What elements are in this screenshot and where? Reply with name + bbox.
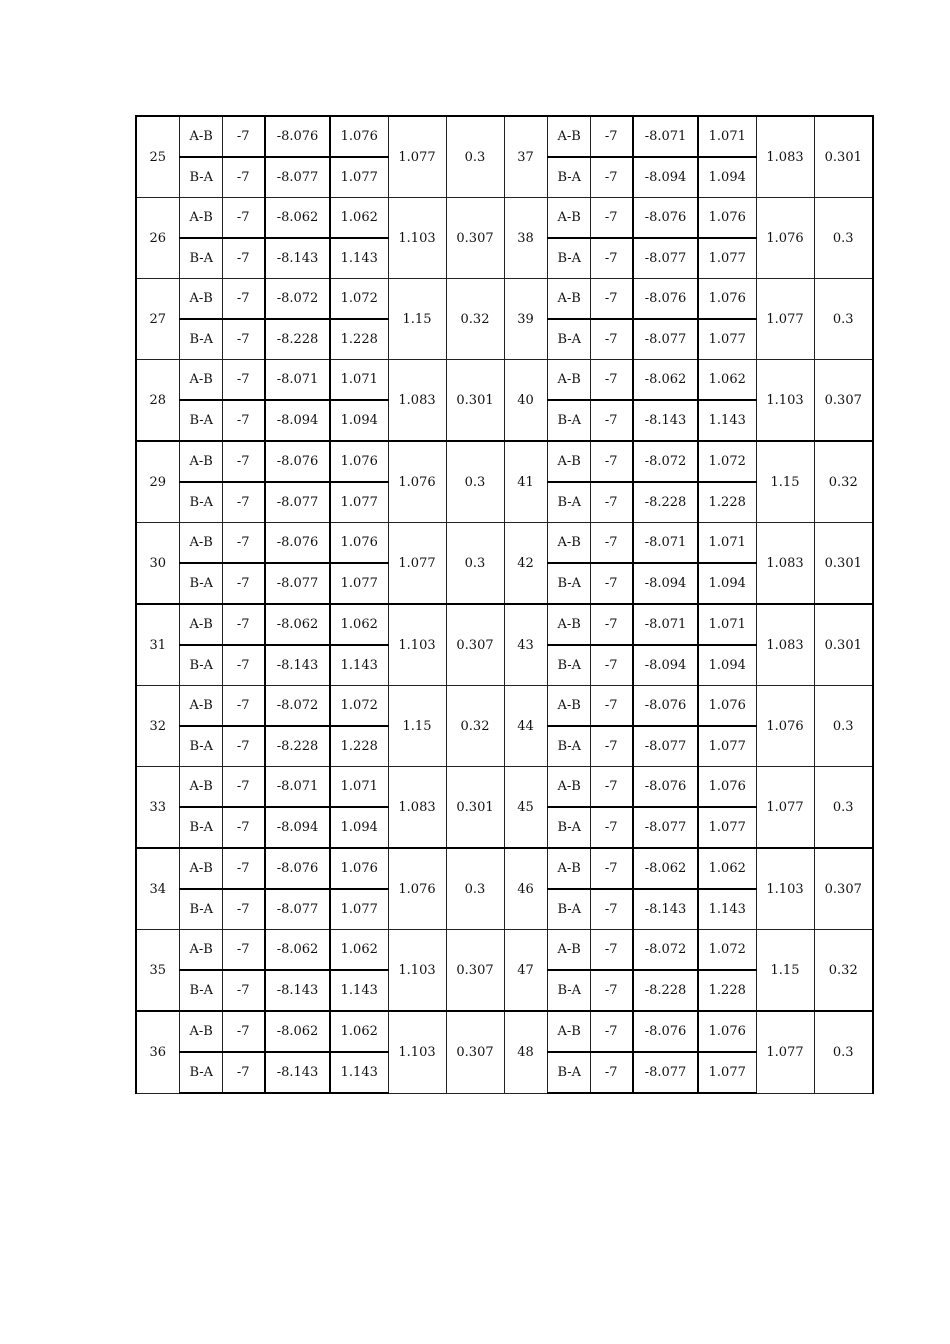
value-cell: 1.062 bbox=[330, 198, 388, 239]
value-cell: 1.071 bbox=[698, 523, 756, 564]
deviation-cell: 0.3 bbox=[446, 441, 504, 523]
point-number-cell: 42 bbox=[504, 523, 547, 605]
average-cell: 1.077 bbox=[756, 279, 814, 360]
deviation-cell: 0.301 bbox=[814, 604, 873, 686]
direction-cell: B-A bbox=[179, 970, 222, 1011]
point-number-cell: 28 bbox=[136, 360, 179, 442]
value-cell: -7 bbox=[222, 1011, 265, 1052]
value-cell: 1.076 bbox=[330, 441, 388, 482]
value-cell: -7 bbox=[590, 482, 633, 523]
value-cell: -7 bbox=[590, 116, 633, 157]
value-cell: -7 bbox=[590, 767, 633, 808]
table-row bbox=[136, 686, 873, 727]
value-cell: -8.077 bbox=[633, 319, 698, 360]
table-row bbox=[136, 604, 873, 645]
value-cell: -8.077 bbox=[265, 889, 330, 930]
value-cell: -7 bbox=[590, 523, 633, 564]
value-cell: -7 bbox=[590, 198, 633, 239]
value-cell: -7 bbox=[590, 970, 633, 1011]
value-cell: 1.076 bbox=[698, 279, 756, 320]
average-cell: 1.076 bbox=[756, 686, 814, 767]
value-cell: -8.076 bbox=[265, 523, 330, 564]
direction-cell: B-A bbox=[179, 807, 222, 848]
deviation-cell: 0.32 bbox=[446, 279, 504, 360]
direction-cell: A-B bbox=[547, 360, 590, 401]
value-cell: -8.062 bbox=[633, 848, 698, 889]
deviation-cell: 0.3 bbox=[446, 523, 504, 605]
direction-cell: A-B bbox=[547, 767, 590, 808]
value-cell: 1.094 bbox=[330, 807, 388, 848]
value-cell: 1.077 bbox=[330, 482, 388, 523]
average-cell: 1.15 bbox=[756, 930, 814, 1012]
value-cell: -8.077 bbox=[633, 726, 698, 767]
point-number-cell: 39 bbox=[504, 279, 547, 360]
value-cell: 1.071 bbox=[698, 604, 756, 645]
value-cell: -7 bbox=[222, 1052, 265, 1093]
value-cell: 1.062 bbox=[698, 360, 756, 401]
value-cell: 1.077 bbox=[698, 319, 756, 360]
direction-cell: A-B bbox=[547, 198, 590, 239]
value-cell: -8.094 bbox=[633, 645, 698, 686]
value-cell: -7 bbox=[222, 523, 265, 564]
direction-cell: A-B bbox=[179, 686, 222, 727]
point-number-cell: 45 bbox=[504, 767, 547, 849]
deviation-cell: 0.307 bbox=[446, 1011, 504, 1093]
value-cell: 1.228 bbox=[330, 319, 388, 360]
average-cell: 1.083 bbox=[756, 116, 814, 198]
direction-cell: B-A bbox=[179, 482, 222, 523]
value-cell: 1.094 bbox=[698, 645, 756, 686]
point-number-cell: 37 bbox=[504, 116, 547, 198]
average-cell: 1.083 bbox=[388, 767, 446, 849]
point-number-cell: 31 bbox=[136, 604, 179, 686]
deviation-cell: 0.3 bbox=[446, 848, 504, 930]
value-cell: -8.143 bbox=[265, 970, 330, 1011]
value-cell: 1.071 bbox=[330, 767, 388, 808]
value-cell: 1.228 bbox=[698, 970, 756, 1011]
direction-cell: A-B bbox=[547, 523, 590, 564]
point-number-cell: 43 bbox=[504, 604, 547, 686]
average-cell: 1.076 bbox=[756, 198, 814, 279]
value-cell: -8.228 bbox=[633, 482, 698, 523]
value-cell: 1.143 bbox=[330, 645, 388, 686]
point-number-cell: 46 bbox=[504, 848, 547, 930]
point-number-cell: 25 bbox=[136, 116, 179, 198]
deviation-cell: 0.301 bbox=[446, 360, 504, 442]
deviation-cell: 0.32 bbox=[446, 686, 504, 767]
point-number-cell: 30 bbox=[136, 523, 179, 605]
direction-cell: B-A bbox=[179, 889, 222, 930]
direction-cell: B-A bbox=[179, 645, 222, 686]
value-cell: 1.094 bbox=[330, 400, 388, 441]
direction-cell: B-A bbox=[547, 807, 590, 848]
value-cell: -7 bbox=[222, 604, 265, 645]
direction-cell: A-B bbox=[547, 604, 590, 645]
direction-cell: A-B bbox=[179, 441, 222, 482]
average-cell: 1.103 bbox=[388, 198, 446, 279]
value-cell: -8.062 bbox=[265, 930, 330, 971]
average-cell: 1.083 bbox=[756, 523, 814, 605]
deviation-cell: 0.3 bbox=[446, 116, 504, 198]
value-cell: 1.077 bbox=[330, 889, 388, 930]
value-cell: -7 bbox=[222, 400, 265, 441]
deviation-cell: 0.307 bbox=[446, 604, 504, 686]
value-cell: 1.072 bbox=[330, 686, 388, 727]
deviation-cell: 0.301 bbox=[814, 116, 873, 198]
value-cell: -7 bbox=[590, 400, 633, 441]
value-cell: -8.072 bbox=[265, 686, 330, 727]
point-number-cell: 32 bbox=[136, 686, 179, 767]
value-cell: -8.076 bbox=[633, 767, 698, 808]
direction-cell: A-B bbox=[179, 767, 222, 808]
value-cell: 1.071 bbox=[698, 116, 756, 157]
value-cell: -7 bbox=[590, 848, 633, 889]
deviation-cell: 0.3 bbox=[814, 198, 873, 279]
point-number-cell: 26 bbox=[136, 198, 179, 279]
value-cell: -8.076 bbox=[265, 848, 330, 889]
point-number-cell: 33 bbox=[136, 767, 179, 849]
average-cell: 1.076 bbox=[388, 848, 446, 930]
value-cell: -8.094 bbox=[633, 563, 698, 604]
value-cell: -7 bbox=[590, 319, 633, 360]
direction-cell: A-B bbox=[179, 1011, 222, 1052]
value-cell: -8.143 bbox=[633, 889, 698, 930]
point-number-cell: 27 bbox=[136, 279, 179, 360]
direction-cell: B-A bbox=[547, 157, 590, 198]
deviation-cell: 0.307 bbox=[814, 848, 873, 930]
value-cell: 1.072 bbox=[698, 930, 756, 971]
direction-cell: A-B bbox=[547, 441, 590, 482]
table-row bbox=[136, 441, 873, 482]
value-cell: 1.077 bbox=[330, 157, 388, 198]
average-cell: 1.077 bbox=[388, 116, 446, 198]
direction-cell: A-B bbox=[547, 686, 590, 727]
value-cell: -7 bbox=[590, 563, 633, 604]
table-row bbox=[136, 848, 873, 889]
value-cell: -8.071 bbox=[633, 523, 698, 564]
table-row bbox=[136, 360, 873, 401]
value-cell: -8.072 bbox=[633, 441, 698, 482]
value-cell: -8.094 bbox=[265, 400, 330, 441]
deviation-cell: 0.3 bbox=[814, 767, 873, 849]
value-cell: 1.094 bbox=[698, 563, 756, 604]
value-cell: -7 bbox=[222, 360, 265, 401]
value-cell: -7 bbox=[222, 889, 265, 930]
value-cell: -7 bbox=[590, 604, 633, 645]
table-body bbox=[136, 116, 873, 1093]
average-cell: 1.103 bbox=[756, 848, 814, 930]
value-cell: -8.076 bbox=[633, 686, 698, 727]
value-cell: 1.076 bbox=[698, 1011, 756, 1052]
value-cell: 1.077 bbox=[698, 807, 756, 848]
table-row bbox=[136, 930, 873, 971]
direction-cell: A-B bbox=[179, 523, 222, 564]
value-cell: 1.076 bbox=[330, 848, 388, 889]
value-cell: -8.076 bbox=[265, 441, 330, 482]
direction-cell: B-A bbox=[547, 726, 590, 767]
value-cell: -7 bbox=[222, 157, 265, 198]
value-cell: -8.077 bbox=[633, 1052, 698, 1093]
average-cell: 1.083 bbox=[756, 604, 814, 686]
deviation-cell: 0.32 bbox=[814, 441, 873, 523]
direction-cell: A-B bbox=[547, 930, 590, 971]
value-cell: 1.228 bbox=[698, 482, 756, 523]
point-number-cell: 44 bbox=[504, 686, 547, 767]
average-cell: 1.15 bbox=[388, 686, 446, 767]
value-cell: -8.062 bbox=[265, 198, 330, 239]
table-row bbox=[136, 116, 873, 157]
average-cell: 1.077 bbox=[756, 1011, 814, 1093]
point-number-cell: 29 bbox=[136, 441, 179, 523]
average-cell: 1.15 bbox=[388, 279, 446, 360]
value-cell: -8.062 bbox=[265, 1011, 330, 1052]
value-cell: -8.077 bbox=[265, 482, 330, 523]
average-cell: 1.103 bbox=[388, 604, 446, 686]
direction-cell: A-B bbox=[547, 1011, 590, 1052]
direction-cell: A-B bbox=[179, 360, 222, 401]
value-cell: -7 bbox=[222, 970, 265, 1011]
value-cell: -7 bbox=[222, 441, 265, 482]
value-cell: -8.143 bbox=[633, 400, 698, 441]
direction-cell: B-A bbox=[547, 970, 590, 1011]
direction-cell: B-A bbox=[547, 645, 590, 686]
value-cell: -7 bbox=[590, 889, 633, 930]
value-cell: -7 bbox=[590, 726, 633, 767]
point-number-cell: 38 bbox=[504, 198, 547, 279]
value-cell: -8.077 bbox=[633, 238, 698, 279]
direction-cell: B-A bbox=[547, 400, 590, 441]
value-cell: 1.076 bbox=[698, 198, 756, 239]
direction-cell: A-B bbox=[179, 848, 222, 889]
direction-cell: A-B bbox=[547, 116, 590, 157]
direction-cell: B-A bbox=[547, 238, 590, 279]
value-cell: -7 bbox=[590, 1052, 633, 1093]
average-cell: 1.103 bbox=[388, 930, 446, 1012]
value-cell: 1.077 bbox=[698, 726, 756, 767]
value-cell: -7 bbox=[590, 238, 633, 279]
direction-cell: B-A bbox=[179, 157, 222, 198]
value-cell: -7 bbox=[222, 116, 265, 157]
value-cell: -7 bbox=[222, 563, 265, 604]
value-cell: -7 bbox=[590, 360, 633, 401]
direction-cell: A-B bbox=[179, 198, 222, 239]
direction-cell: B-A bbox=[179, 319, 222, 360]
average-cell: 1.103 bbox=[388, 1011, 446, 1093]
table-row bbox=[136, 1011, 873, 1052]
value-cell: -8.062 bbox=[633, 360, 698, 401]
value-cell: -8.071 bbox=[265, 767, 330, 808]
value-cell: -8.228 bbox=[633, 970, 698, 1011]
value-cell: -7 bbox=[222, 807, 265, 848]
direction-cell: A-B bbox=[179, 930, 222, 971]
value-cell: -8.076 bbox=[633, 279, 698, 320]
point-number-cell: 47 bbox=[504, 930, 547, 1012]
table-row bbox=[136, 767, 873, 808]
value-cell: -7 bbox=[590, 157, 633, 198]
direction-cell: A-B bbox=[179, 604, 222, 645]
direction-cell: A-B bbox=[547, 279, 590, 320]
value-cell: -8.071 bbox=[633, 116, 698, 157]
value-cell: -7 bbox=[222, 645, 265, 686]
value-cell: -8.076 bbox=[633, 1011, 698, 1052]
value-cell: -7 bbox=[222, 198, 265, 239]
value-cell: -7 bbox=[590, 807, 633, 848]
value-cell: -8.077 bbox=[265, 157, 330, 198]
average-cell: 1.083 bbox=[388, 360, 446, 442]
value-cell: -7 bbox=[222, 238, 265, 279]
value-cell: -7 bbox=[222, 279, 265, 320]
measurement-table bbox=[135, 115, 874, 1094]
value-cell: -8.077 bbox=[265, 563, 330, 604]
average-cell: 1.076 bbox=[388, 441, 446, 523]
deviation-cell: 0.3 bbox=[814, 279, 873, 360]
value-cell: 1.062 bbox=[698, 848, 756, 889]
value-cell: -8.072 bbox=[633, 930, 698, 971]
direction-cell: B-A bbox=[179, 1052, 222, 1093]
direction-cell: B-A bbox=[179, 238, 222, 279]
value-cell: 1.077 bbox=[698, 238, 756, 279]
value-cell: -8.076 bbox=[633, 198, 698, 239]
value-cell: -8.143 bbox=[265, 645, 330, 686]
deviation-cell: 0.307 bbox=[446, 198, 504, 279]
deviation-cell: 0.307 bbox=[446, 930, 504, 1012]
direction-cell: B-A bbox=[179, 400, 222, 441]
deviation-cell: 0.3 bbox=[814, 686, 873, 767]
value-cell: 1.143 bbox=[330, 970, 388, 1011]
value-cell: -7 bbox=[590, 279, 633, 320]
value-cell: -8.143 bbox=[265, 238, 330, 279]
value-cell: 1.228 bbox=[330, 726, 388, 767]
value-cell: 1.062 bbox=[330, 930, 388, 971]
direction-cell: B-A bbox=[179, 563, 222, 604]
deviation-cell: 0.307 bbox=[814, 360, 873, 442]
value-cell: -8.094 bbox=[265, 807, 330, 848]
direction-cell: B-A bbox=[547, 482, 590, 523]
value-cell: -7 bbox=[222, 726, 265, 767]
value-cell: 1.094 bbox=[698, 157, 756, 198]
direction-cell: A-B bbox=[179, 116, 222, 157]
direction-cell: B-A bbox=[547, 319, 590, 360]
average-cell: 1.103 bbox=[756, 360, 814, 442]
value-cell: -7 bbox=[222, 686, 265, 727]
value-cell: -8.062 bbox=[265, 604, 330, 645]
value-cell: -7 bbox=[590, 686, 633, 727]
value-cell: -7 bbox=[222, 930, 265, 971]
point-number-cell: 36 bbox=[136, 1011, 179, 1093]
value-cell: 1.076 bbox=[698, 686, 756, 727]
value-cell: -8.143 bbox=[265, 1052, 330, 1093]
value-cell: -8.094 bbox=[633, 157, 698, 198]
value-cell: -7 bbox=[590, 930, 633, 971]
value-cell: -8.077 bbox=[633, 807, 698, 848]
value-cell: -7 bbox=[222, 848, 265, 889]
point-number-cell: 34 bbox=[136, 848, 179, 930]
table-row bbox=[136, 523, 873, 564]
value-cell: -8.071 bbox=[265, 360, 330, 401]
value-cell: 1.072 bbox=[698, 441, 756, 482]
value-cell: -8.076 bbox=[265, 116, 330, 157]
value-cell: 1.143 bbox=[330, 1052, 388, 1093]
deviation-cell: 0.32 bbox=[814, 930, 873, 1012]
direction-cell: B-A bbox=[547, 1052, 590, 1093]
value-cell: 1.077 bbox=[330, 563, 388, 604]
value-cell: -7 bbox=[590, 441, 633, 482]
value-cell: 1.062 bbox=[330, 604, 388, 645]
average-cell: 1.15 bbox=[756, 441, 814, 523]
value-cell: 1.072 bbox=[330, 279, 388, 320]
value-cell: -8.228 bbox=[265, 726, 330, 767]
table-row bbox=[136, 279, 873, 320]
point-number-cell: 40 bbox=[504, 360, 547, 442]
value-cell: 1.076 bbox=[698, 767, 756, 808]
value-cell: -7 bbox=[590, 645, 633, 686]
direction-cell: B-A bbox=[547, 563, 590, 604]
value-cell: -8.072 bbox=[265, 279, 330, 320]
point-number-cell: 48 bbox=[504, 1011, 547, 1093]
value-cell: -7 bbox=[222, 482, 265, 523]
value-cell: 1.077 bbox=[698, 1052, 756, 1093]
average-cell: 1.077 bbox=[388, 523, 446, 605]
deviation-cell: 0.301 bbox=[814, 523, 873, 605]
value-cell: 1.076 bbox=[330, 523, 388, 564]
direction-cell: A-B bbox=[179, 279, 222, 320]
value-cell: -8.228 bbox=[265, 319, 330, 360]
value-cell: -7 bbox=[590, 1011, 633, 1052]
deviation-cell: 0.3 bbox=[814, 1011, 873, 1093]
deviation-cell: 0.301 bbox=[446, 767, 504, 849]
value-cell: -7 bbox=[222, 767, 265, 808]
value-cell: -7 bbox=[222, 319, 265, 360]
value-cell: 1.143 bbox=[698, 400, 756, 441]
direction-cell: B-A bbox=[547, 889, 590, 930]
value-cell: 1.143 bbox=[330, 238, 388, 279]
value-cell: 1.062 bbox=[330, 1011, 388, 1052]
direction-cell: B-A bbox=[179, 726, 222, 767]
value-cell: 1.076 bbox=[330, 116, 388, 157]
value-cell: 1.143 bbox=[698, 889, 756, 930]
average-cell: 1.077 bbox=[756, 767, 814, 849]
point-number-cell: 35 bbox=[136, 930, 179, 1012]
value-cell: 1.071 bbox=[330, 360, 388, 401]
point-number-cell: 41 bbox=[504, 441, 547, 523]
value-cell: -8.071 bbox=[633, 604, 698, 645]
table-row bbox=[136, 198, 873, 239]
direction-cell: A-B bbox=[547, 848, 590, 889]
